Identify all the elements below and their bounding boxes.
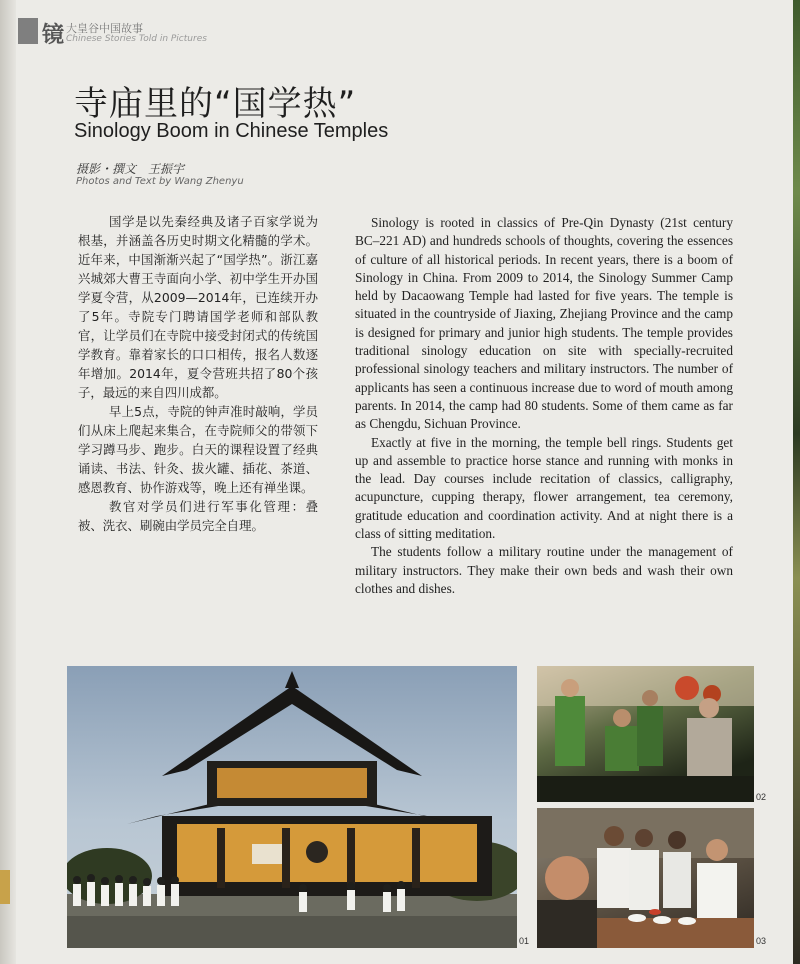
series-icon-char: 镜 xyxy=(42,23,65,48)
cn-paragraph: 早上5点，寺院的钟声准时敲响，学员们从床上爬起来集合，在寺院师父的带领下学习蹲马步、跑步。白天的课程设置了经典诵读、书法、针灸、拔火罐、插花、茶道、感恩教育、协作游戏等，晚上还有禅坐课。 xyxy=(78,404,318,495)
article-title-en: Sinology Boom in Chinese Temples xyxy=(74,120,389,142)
byline-cn: 摄影・撰文 王振宇 xyxy=(76,162,185,176)
next-page-edge xyxy=(793,0,800,964)
series-title-en: Chinese Stories Told in Pictures xyxy=(66,34,207,44)
cn-paragraph: 国学是以先秦经典及诸子百家学说为根基，并涵盖各历史时期文化精髓的学术。近年来，中国渐渐兴起了“国学热”。浙江嘉兴城郊大曹王寺面向小学、初中学生开办国学夏令营，从2009—2014年，已连续开办了5年。寺院专门聘请国学老师和部队教官，让学员们在寺院中接受封闭式的传统国学教育。靠着家长的口口相传，报名人数逐年增加。2014年，夏令营班共招了80个孩子，最远的来自四川成都。 xyxy=(78,214,318,400)
byline-en: Photos and Text by Wang Zhenyu xyxy=(76,176,244,187)
article-title-cn: 寺庙里的“国学热” xyxy=(74,84,357,124)
series-marker-bar xyxy=(18,18,38,44)
photo-temple xyxy=(67,666,517,948)
cn-paragraph: 教官对学员们进行军事化管理：叠被、洗衣、刷碗由学员完全自理。 xyxy=(78,499,318,533)
page-spine xyxy=(0,0,16,964)
students-table-illustration xyxy=(537,808,754,948)
photo-number: 02 xyxy=(756,792,767,802)
spine-color-tab xyxy=(0,870,10,904)
en-paragraph: Sinology is rooted in classics of Pre-Qin Dynasty (21st century BC–221 AD) and hundreds schools of thoughts, covering the essences of culture of all historical periods. In recent years, there is a boom of Sinology in China. From 2009 to 2014, the Sinology Summer Camp held by Dacaowang Temple had lasted for five years. The temple is situated in the countryside of Jiaxing, Zhejiang Province and the camp is designed for primary and junior high students. The temple provides traditional sinology education on site with specially-recruited professional sinology teachers and military instructors. The number of applicants has seen a continuous increase due to word of mouth among parents. In 2014, the camp had 80 students. Some of them came as far as Chengdu, Sichuan Province. xyxy=(355,215,733,432)
en-paragraph: Exactly at five in the morning, the temple bell rings. Students get up and assemble to practice horse stance and running with monks in the lead. Day courses include recitation of classics, calligraphy, acupuncture, cupping therapy, flower arrangement, tea ceremony, gratitude education and coordination activity. And at night there is a class of sitting meditation. xyxy=(355,434,733,542)
photo-students-with-monk xyxy=(537,666,754,802)
photo-students-at-table xyxy=(537,808,754,948)
students-monk-illustration xyxy=(537,666,754,802)
en-paragraph: The students follow a military routine under the management of military instructors. They make their own beds and wash their own clothes and dishes. xyxy=(355,544,733,596)
chinese-text-column xyxy=(78,212,318,535)
photo-number: 01 xyxy=(519,936,530,946)
series-title-cn: 大皇谷中国故事 xyxy=(66,22,143,35)
temple-illustration xyxy=(67,666,517,948)
photo-number: 03 xyxy=(756,936,767,946)
english-text-column xyxy=(355,214,733,598)
